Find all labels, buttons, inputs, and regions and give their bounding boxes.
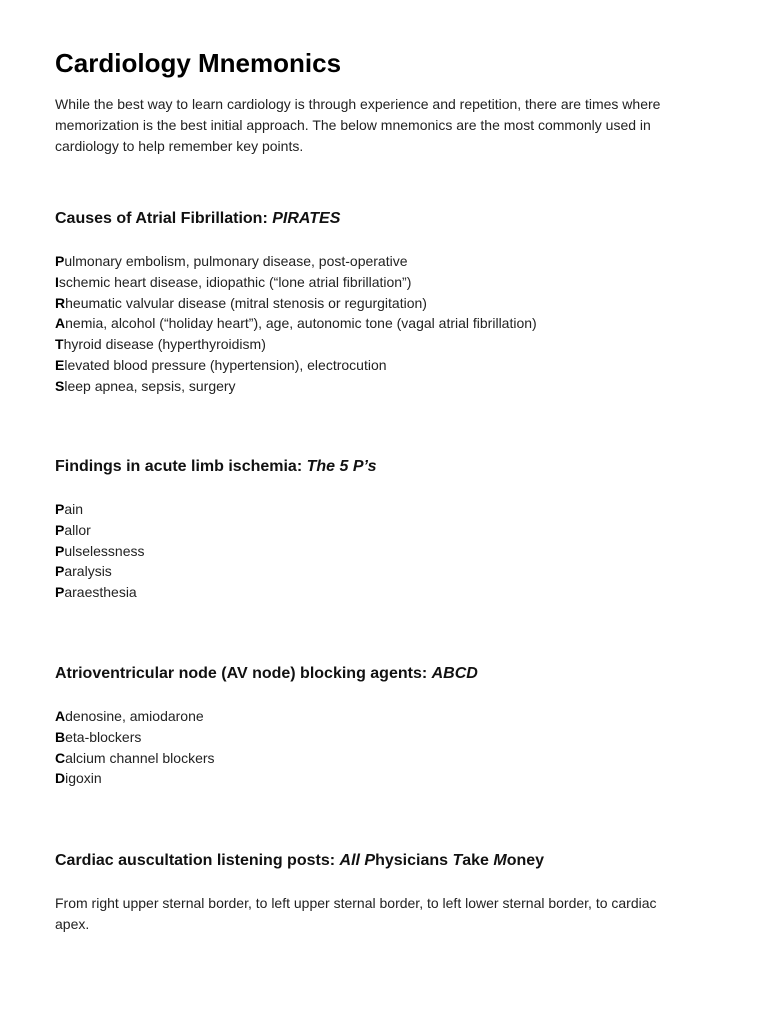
item-text: alcium channel blockers xyxy=(65,749,215,766)
intro-paragraph: While the best way to learn cardiology is through experience and repetition, there are times where memorization is the best initial approach. The below mnemonics are the most commonly used in cardiology to help remember key points. xyxy=(55,96,661,154)
item-text: levated blood pressure (hypertension), electrocution xyxy=(64,356,387,373)
mnemonic-part: hysicians xyxy=(375,852,453,869)
list-item xyxy=(55,706,215,727)
mnemonic-letter: T xyxy=(55,336,64,353)
mnemonic-part: ake xyxy=(462,852,494,869)
mnemonic-part: P xyxy=(364,852,376,869)
list-item xyxy=(55,768,215,789)
list-item xyxy=(55,520,145,541)
heading-text: Causes of Atrial Fibrillation: xyxy=(55,210,273,227)
list-item xyxy=(55,727,215,748)
item-text: schemic heart disease, idiopathic (“lone atrial fibrillation”) xyxy=(58,273,412,290)
list-item xyxy=(55,272,537,293)
section-heading xyxy=(55,664,715,684)
list-item xyxy=(55,582,145,603)
item-text: denosine, amiodarone xyxy=(65,708,204,724)
section-atrial-fibrillation xyxy=(55,209,715,394)
mnemonic-letter: P xyxy=(55,563,65,580)
mnemonic-part: A xyxy=(339,852,352,869)
list-item xyxy=(55,293,537,314)
list-item xyxy=(55,313,537,334)
mnemonic-list xyxy=(55,706,215,789)
item-text: hyroid disease (hyperthyroidism) xyxy=(63,336,266,353)
item-text: nemia, alcohol (“holiday heart”), age, autonomic tone (vagal atrial fibrillation) xyxy=(65,315,537,332)
list-item xyxy=(55,541,145,562)
mnemonic-letter: P xyxy=(55,584,65,601)
item-text: araesthesia xyxy=(64,584,137,601)
mnemonic-list xyxy=(55,499,145,603)
mnemonic-part: oney xyxy=(506,852,545,869)
item-text: ulselessness xyxy=(64,542,145,559)
item-text: ulmonary embolism, pulmonary disease, post-operative xyxy=(64,253,408,269)
item-text: allor xyxy=(64,521,91,538)
section-heading xyxy=(55,851,715,871)
mnemonic-letter: P xyxy=(55,542,65,559)
list-item xyxy=(55,499,145,520)
heading-text: Atrioventricular node (AV node) blocking agents: xyxy=(55,665,432,682)
mnemonic-letter: C xyxy=(55,749,66,766)
mnemonic-letter: E xyxy=(55,356,65,373)
list-item xyxy=(55,355,537,376)
section-heading xyxy=(55,457,715,477)
list-item xyxy=(55,376,537,397)
page-title: Cardiology Mnemonics xyxy=(55,48,342,78)
mnemonic-text xyxy=(340,852,545,869)
section-av-node-blocking-agents xyxy=(55,664,715,787)
item-text: igoxin xyxy=(65,770,102,787)
section-paragraph: From right upper sternal border, to left upper sternal border, to left lower sternal border, to cardiac apex. xyxy=(55,895,657,932)
mnemonic-part: T xyxy=(452,852,463,869)
mnemonic-letter: A xyxy=(55,708,66,724)
mnemonic-part: ll xyxy=(351,852,365,869)
mnemonic-letter: B xyxy=(55,728,66,745)
item-text: eta-blockers xyxy=(65,728,142,745)
list-item xyxy=(55,561,145,582)
mnemonic-letter: P xyxy=(55,253,65,269)
section-acute-limb-ischemia xyxy=(55,457,715,601)
heading-text: Cardiac auscultation listening posts: xyxy=(55,852,340,869)
section-heading xyxy=(55,209,715,229)
mnemonic-letter: D xyxy=(55,770,66,787)
list-item xyxy=(55,334,537,355)
mnemonic-letter: A xyxy=(55,315,66,332)
list-item xyxy=(55,251,537,272)
item-text: ain xyxy=(64,501,84,517)
heading-text: Findings in acute limb ischemia: xyxy=(55,458,307,475)
mnemonic-letter: S xyxy=(55,377,65,394)
mnemonic-text: ABCD xyxy=(431,665,478,682)
mnemonic-letter: I xyxy=(55,273,59,290)
mnemonic-letter: P xyxy=(55,521,65,538)
mnemonic-text: The 5 P’s xyxy=(306,458,377,475)
mnemonic-text: PIRATES xyxy=(272,210,341,227)
list-item xyxy=(55,748,215,769)
mnemonic-list xyxy=(55,251,537,397)
item-text: aralysis xyxy=(64,563,112,580)
mnemonic-letter: R xyxy=(55,294,66,311)
mnemonic-letter: P xyxy=(55,501,65,517)
item-text: heumatic valvular disease (mitral stenosis or regurgitation) xyxy=(65,294,427,311)
section-cardiac-auscultation xyxy=(55,851,715,932)
mnemonic-part: M xyxy=(493,852,507,869)
item-text: leep apnea, sepsis, surgery xyxy=(64,377,236,394)
